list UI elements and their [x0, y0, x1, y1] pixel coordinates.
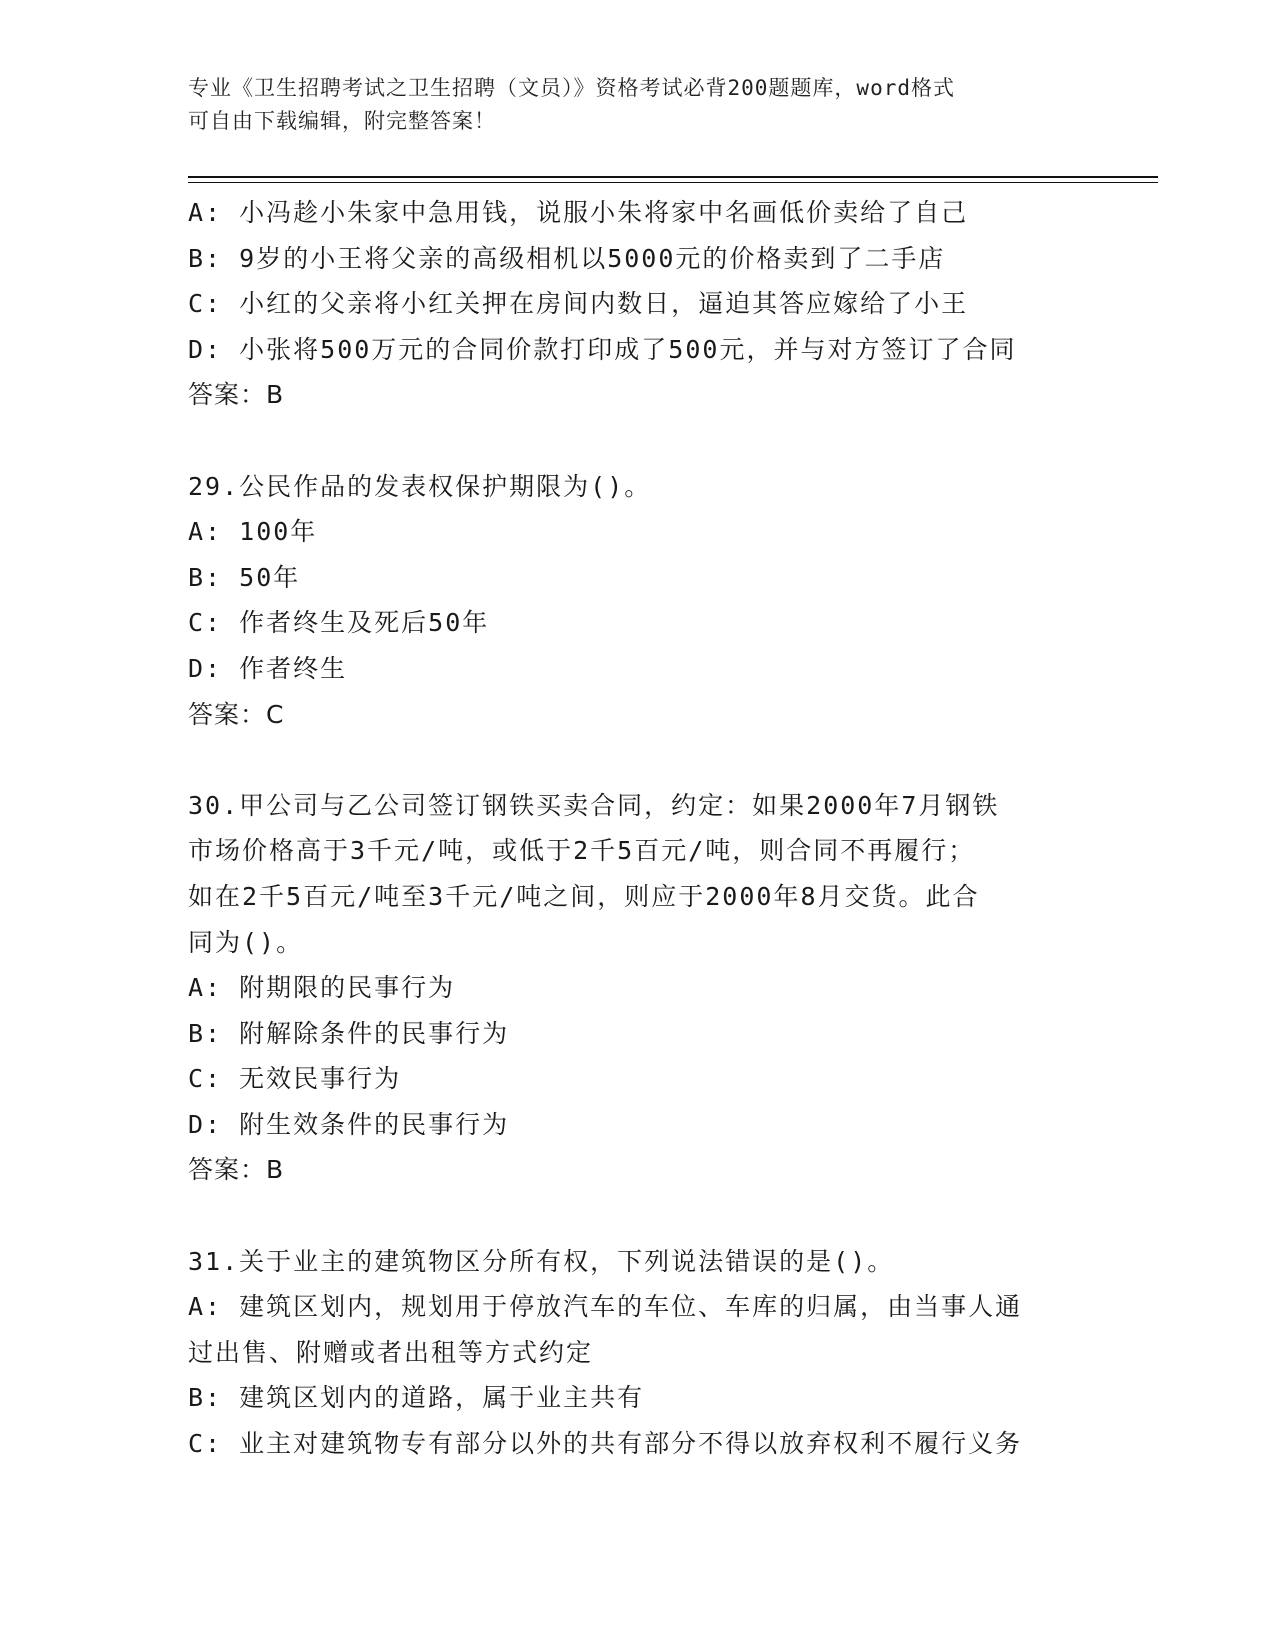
spacer: [188, 418, 1088, 464]
answer-line: 答案：B: [188, 380, 285, 410]
question-29: [188, 464, 1088, 738]
answer-line: 答案：B: [188, 1155, 285, 1185]
option-d: D: 作者终生: [188, 653, 348, 683]
header-divider-thin: [188, 182, 1158, 183]
option-a: A: 小冯趁小朱家中急用钱，说服小朱将家中名画低价卖给了自己: [188, 198, 969, 227]
spacer: [188, 1193, 1088, 1239]
question-stem-line-1: 30.甲公司与乙公司签订钢铁买卖合同，约定：如果2000年7月钢铁: [188, 790, 1000, 820]
header-divider-thick: [188, 176, 1158, 178]
question-28-options: [188, 190, 1088, 418]
question-30: [188, 783, 1088, 1193]
option-c: C: 小红的父亲将小红关押在房间内数日，逼迫其答应嫁给了小王: [188, 289, 969, 319]
option-b: B: 附解除条件的民事行为: [188, 1018, 510, 1048]
question-stem-line-4: 同为()。: [188, 927, 304, 957]
option-c: C: 作者终生及死后50年: [188, 608, 490, 638]
header-title-line-1: 专业《卫生招聘考试之卫生招聘（文员）》资格考试必背200题题库，word格式: [188, 76, 955, 100]
spacer: [188, 737, 1088, 783]
option-a: A: 附期限的民事行为: [188, 973, 456, 1003]
question-31: [188, 1239, 1088, 1467]
option-b: B: 9岁的小王将父亲的高级相机以5000元的价格卖到了二手店: [188, 243, 946, 273]
option-a-line-2: 过出售、附赠或者出租等方式约定: [188, 1337, 594, 1367]
option-c: C: 无效民事行为: [188, 1064, 402, 1094]
question-stem-line-3: 如在2千5百元/吨至3千元/吨之间，则应于2000年8月交货。此合: [188, 881, 980, 911]
header-title-line-2: 可自由下载编辑，附完整答案！: [188, 109, 496, 133]
option-c: C: 业主对建筑物专有部分以外的共有部分不得以放弃权利不履行义务: [188, 1429, 1023, 1459]
question-list: [188, 190, 1088, 1467]
document-header: [188, 72, 1088, 138]
question-stem: 29.公民作品的发表权保护期限为()。: [188, 471, 652, 501]
question-stem-line-2: 市场价格高于3千元/吨，或低于2千5百元/吨，则合同不再履行；: [188, 836, 976, 866]
option-b: B: 50年: [188, 562, 301, 592]
option-a-line-1: A: 建筑区划内，规划用于停放汽车的车位、车库的归属，由当事人通: [188, 1292, 1023, 1322]
option-b: B: 建筑区划内的道路，属于业主共有: [188, 1383, 645, 1413]
question-stem: 31.关于业主的建筑物区分所有权，下列说法错误的是()。: [188, 1246, 895, 1276]
option-d: D: 小张将500万元的合同价款打印成了500元，并与对方签订了合同: [188, 334, 1017, 364]
option-d: D: 附生效条件的民事行为: [188, 1109, 510, 1139]
answer-line: 答案：C: [188, 699, 285, 729]
option-a: A: 100年: [188, 517, 318, 547]
